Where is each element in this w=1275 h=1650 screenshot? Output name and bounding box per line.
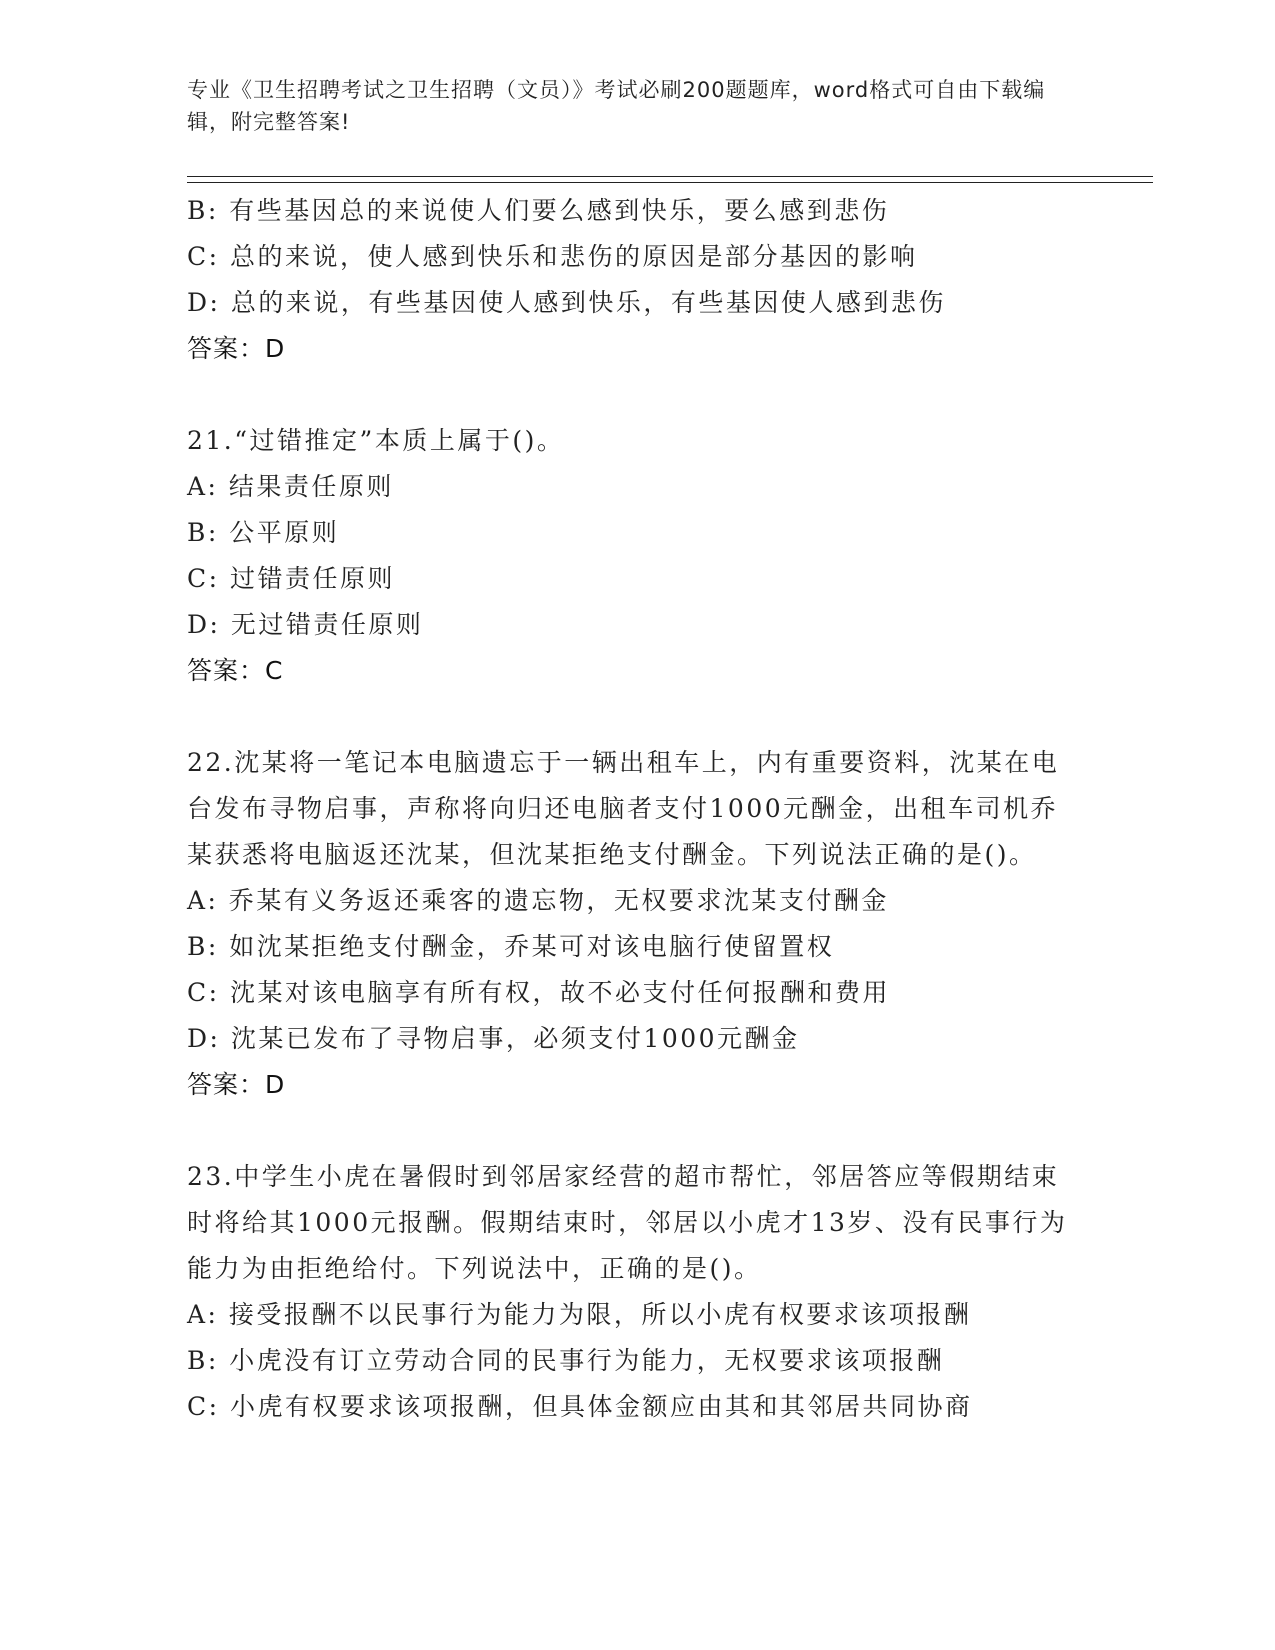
question-text: 23.中学生小虎在暑假时到邻居家经营的超市帮忙，邻居答应等假期结束时将给其1000元报酬。假期结束时，邻居以小虎才13岁、没有民事行为能力为由拒绝给付。下列说法中，正确的是()。: [187, 1162, 1068, 1283]
question-20-tail: [187, 188, 1087, 372]
option-c: C: 小虎有权要求该项报酬，但具体金额应由其和其邻居共同协商: [187, 1392, 973, 1421]
header-rule-top: [187, 176, 1153, 177]
question-22: [187, 740, 1087, 1108]
option-c: C: 总的来说，使人感到快乐和悲伤的原因是部分基因的影响: [187, 242, 918, 271]
option-a: A: 结果责任原则: [187, 472, 394, 501]
option-b: B: 如沈某拒绝支付酬金，乔某可对该电脑行使留置权: [187, 932, 835, 961]
option-c: C: 沈某对该电脑享有所有权，故不必支付任何报酬和费用: [187, 978, 891, 1007]
document-body: [187, 188, 1087, 1430]
answer: 答案：D: [187, 334, 286, 363]
option-d: D: 无过错责任原则: [187, 610, 424, 639]
option-d: D: 沈某已发布了寻物启事，必须支付1000元酬金: [187, 1024, 800, 1053]
answer: 答案：C: [187, 656, 284, 685]
option-a: A: 接受报酬不以民事行为能力为限，所以小虎有权要求该项报酬: [187, 1300, 972, 1329]
question-21: [187, 418, 1087, 694]
option-d: D: 总的来说，有些基因使人感到快乐，有些基因使人感到悲伤: [187, 288, 946, 317]
header-rule-bottom: [187, 182, 1153, 183]
option-c: C: 过错责任原则: [187, 564, 395, 593]
question-23: [187, 1154, 1087, 1430]
option-b: B: 小虎没有订立劳动合同的民事行为能力，无权要求该项报酬: [187, 1346, 945, 1375]
option-b: B: 有些基因总的来说使人们要么感到快乐，要么感到悲伤: [187, 196, 890, 225]
document-header: 专业《卫生招聘考试之卫生招聘（文员）》考试必刷200题题库，word格式可自由下载编辑，附完整答案!: [187, 78, 1046, 134]
option-a: A: 乔某有义务返还乘客的遗忘物，无权要求沈某支付酬金: [187, 886, 889, 915]
answer: 答案：D: [187, 1070, 286, 1099]
question-text: 22.沈某将一笔记本电脑遗忘于一辆出租车上，内有重要资料，沈某在电台发布寻物启事，声称将向归还电脑者支付1000元酬金，出租车司机乔某获悉将电脑返还沈某，但沈某拒绝支付酬金。下列说法正确的是()。: [187, 748, 1060, 869]
question-text: 21.“过错推定”本质上属于()。: [187, 426, 565, 455]
option-b: B: 公平原则: [187, 518, 340, 547]
